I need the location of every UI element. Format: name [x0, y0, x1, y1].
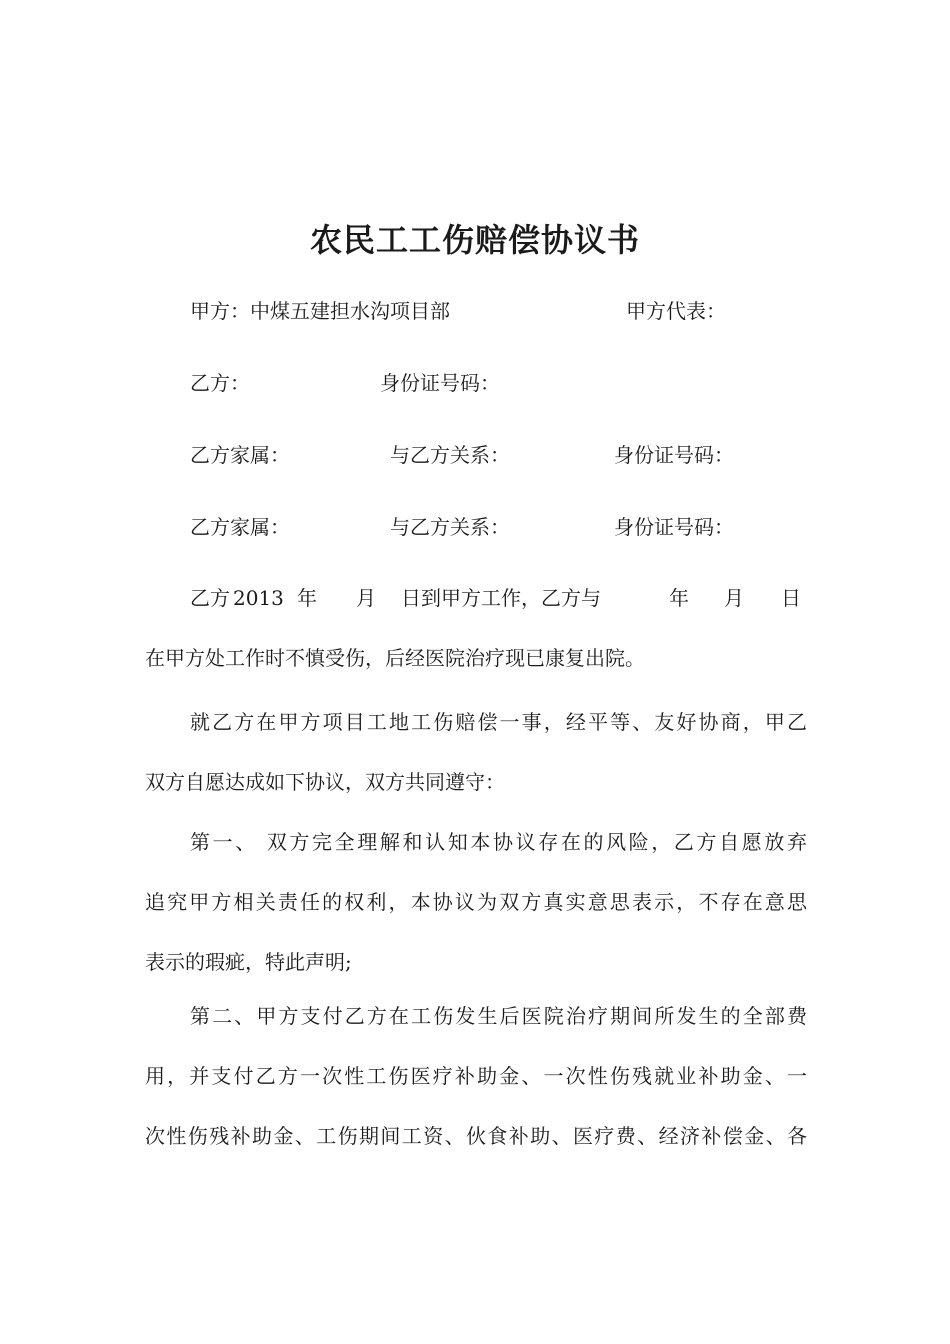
consult-line-1: 就乙方在甲方项目工地工伤赔偿一事，经平等、友好协商，甲乙: [190, 710, 807, 734]
family-id-label: 身份证号码：: [614, 515, 734, 539]
injury-day: 日: [781, 586, 801, 610]
injury-year: 年: [669, 586, 689, 610]
party-a-label: 甲方：中煤五建担水沟项目部: [190, 299, 450, 323]
injury-month: 月: [724, 586, 744, 610]
document-title: 农民工工伤赔偿协议书: [309, 221, 640, 259]
consult-line-2: 双方自愿达成如下协议，双方共同遵守：: [145, 770, 505, 794]
clause-2-line-3: 次性伤残补助金、工伤期间工资、伙食补助、医疗费、经济补偿金、各: [145, 1124, 807, 1148]
clause-2-line-1: 第二、甲方支付乙方在工伤发生后医院治疗期间所发生的全部费: [190, 1004, 807, 1028]
consultation-paragraph: [145, 692, 807, 812]
clause-1-line-2: 追究甲方相关责任的权利，本协议为双方真实意思表示，不存在意思: [145, 890, 807, 914]
clause-2-line-2: 用，并支付乙方一次性工伤医疗补助金、一次性伤残就业补助金、一: [145, 1064, 807, 1088]
family-member-label: 乙方家属：: [190, 443, 290, 467]
work-date-line: [145, 568, 807, 628]
party-a-representative-label: 甲方代表：: [626, 299, 726, 323]
work-line-2: 在甲方处工作时不慎受伤，后经医院治疗现已康复出院。: [145, 646, 645, 670]
party-b-label: 乙方：: [190, 371, 250, 395]
work-month: 月: [356, 586, 376, 610]
work-year-unit: 年: [297, 586, 317, 610]
family-relation-label: 与乙方关系：: [390, 515, 510, 539]
clause-1-line-3: 表示的瑕疵，特此声明;: [145, 950, 352, 974]
work-year: 2013: [233, 586, 284, 610]
work-injury-paragraph: [145, 568, 807, 688]
family-member-label: 乙方家属：: [190, 515, 290, 539]
clause-1-line-1: 第一、 双方完全理解和认知本协议存在的风险，乙方自愿放弃: [190, 830, 807, 854]
family-id-label: 身份证号码：: [614, 443, 734, 467]
party-b-id-label: 身份证号码：: [380, 371, 500, 395]
clause-2-paragraph: [145, 986, 807, 1166]
work-day-text: 日到甲方工作，乙方与: [401, 586, 601, 610]
work-prefix: 乙方: [190, 586, 230, 610]
family-relation-label: 与乙方关系：: [390, 443, 510, 467]
clause-1-paragraph: [145, 812, 807, 992]
